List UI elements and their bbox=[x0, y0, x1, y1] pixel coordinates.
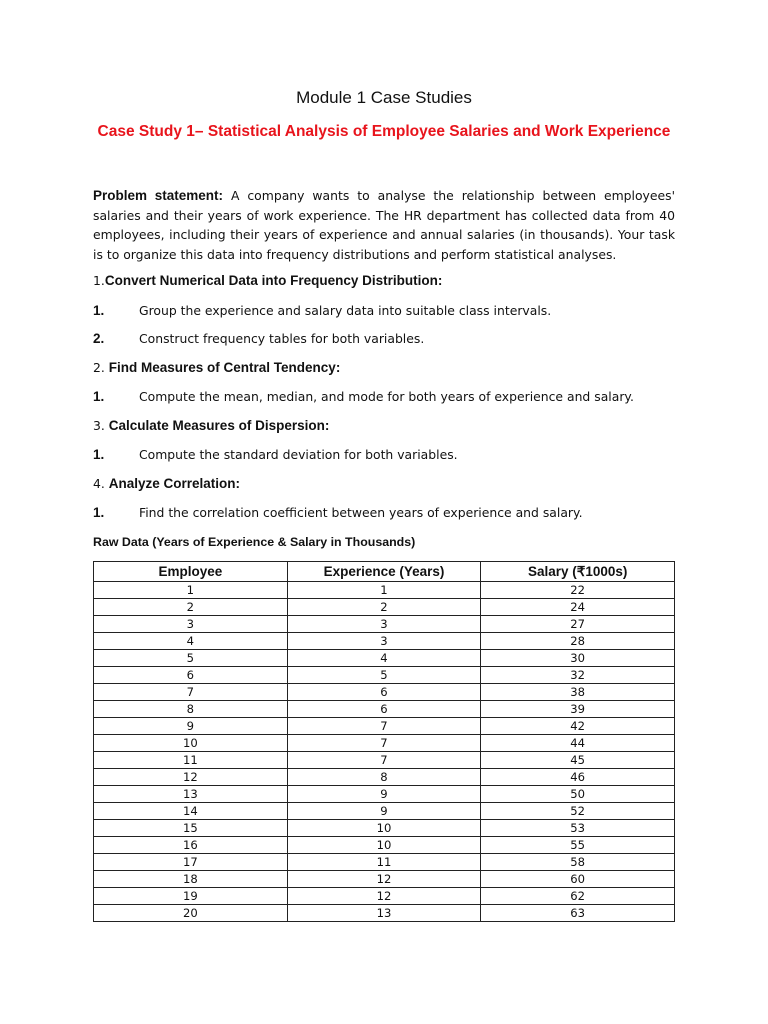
list-item-text: Compute the standard deviation for both variables. bbox=[139, 447, 458, 462]
salary-cell: 52 bbox=[481, 803, 675, 820]
table-row bbox=[94, 667, 675, 684]
table-row bbox=[94, 650, 675, 667]
salary-cell: 46 bbox=[481, 769, 675, 786]
employee-cell: 8 bbox=[94, 701, 288, 718]
salary-cell: 28 bbox=[481, 633, 675, 650]
employee-cell: 20 bbox=[94, 905, 288, 922]
experience-cell: 6 bbox=[287, 684, 481, 701]
employee-cell: 14 bbox=[94, 803, 288, 820]
column-header-salary: Salary (₹1000s) bbox=[481, 562, 675, 582]
salary-cell: 63 bbox=[481, 905, 675, 922]
table-row bbox=[94, 599, 675, 616]
experience-cell: 5 bbox=[287, 667, 481, 684]
employee-cell: 12 bbox=[94, 769, 288, 786]
table-row bbox=[94, 786, 675, 803]
table-row bbox=[94, 582, 675, 599]
section-4-heading bbox=[93, 476, 240, 491]
section-2-title: Find Measures of Central Tendency: bbox=[108, 360, 341, 375]
list-item-text: Find the correlation coefficient between years of experience and salary. bbox=[139, 505, 583, 520]
salary-cell: 38 bbox=[481, 684, 675, 701]
experience-cell: 13 bbox=[287, 905, 481, 922]
employee-cell: 9 bbox=[94, 718, 288, 735]
experience-cell: 6 bbox=[287, 701, 481, 718]
list-item bbox=[93, 505, 583, 520]
employee-cell: 17 bbox=[94, 854, 288, 871]
table-row bbox=[94, 684, 675, 701]
list-item-text: Compute the mean, median, and mode for both years of experience and salary. bbox=[139, 389, 634, 404]
salary-cell: 27 bbox=[481, 616, 675, 633]
list-item-number: 1. bbox=[93, 505, 105, 520]
table-row bbox=[94, 616, 675, 633]
section-4-title: Analyze Correlation: bbox=[108, 476, 241, 491]
salary-cell: 45 bbox=[481, 752, 675, 769]
employee-cell: 3 bbox=[94, 616, 288, 633]
experience-cell: 3 bbox=[287, 633, 481, 650]
employee-cell: 19 bbox=[94, 888, 288, 905]
salary-cell: 22 bbox=[481, 582, 675, 599]
salary-cell: 55 bbox=[481, 837, 675, 854]
table-row bbox=[94, 701, 675, 718]
employee-cell: 13 bbox=[94, 786, 288, 803]
salary-cell: 53 bbox=[481, 820, 675, 837]
list-item bbox=[93, 303, 551, 318]
employee-cell: 16 bbox=[94, 837, 288, 854]
experience-cell: 2 bbox=[287, 599, 481, 616]
column-header-experience: Experience (Years) bbox=[287, 562, 481, 582]
experience-cell: 9 bbox=[287, 803, 481, 820]
section-3-title: Calculate Measures of Dispersion: bbox=[108, 418, 330, 433]
salary-cell: 50 bbox=[481, 786, 675, 803]
experience-cell: 7 bbox=[287, 735, 481, 752]
case-study-title: Case Study 1– Statistical Analysis of Employee Salaries and Work Experience bbox=[97, 123, 671, 140]
list-item bbox=[93, 447, 458, 462]
problem-statement-text: A company wants to analyse the relationship between employees' salaries and their years of work experience. The HR department has collected data from 40 employees, including their years of experience and annual salaries (in thousands). Your task is to organize this data into frequency distributions and perform statistical analyses. bbox=[93, 188, 675, 262]
page-title: Module 1 Case Studies bbox=[296, 88, 472, 107]
salary-cell: 42 bbox=[481, 718, 675, 735]
experience-cell: 12 bbox=[287, 871, 481, 888]
table-row bbox=[94, 752, 675, 769]
table-row bbox=[94, 871, 675, 888]
salary-cell: 44 bbox=[481, 735, 675, 752]
section-3-number: 3. bbox=[93, 418, 109, 433]
table-row bbox=[94, 735, 675, 752]
list-item bbox=[93, 389, 634, 404]
employee-cell: 15 bbox=[94, 820, 288, 837]
table-row bbox=[94, 905, 675, 922]
salary-cell: 58 bbox=[481, 854, 675, 871]
experience-cell: 1 bbox=[287, 582, 481, 599]
list-item-text: Construct frequency tables for both variables. bbox=[139, 331, 425, 346]
experience-cell: 11 bbox=[287, 854, 481, 871]
experience-cell: 9 bbox=[287, 786, 481, 803]
employee-cell: 6 bbox=[94, 667, 288, 684]
section-3-heading bbox=[93, 418, 329, 433]
experience-cell: 3 bbox=[287, 616, 481, 633]
table-row bbox=[94, 888, 675, 905]
salary-cell: 39 bbox=[481, 701, 675, 718]
experience-cell: 8 bbox=[287, 769, 481, 786]
list-item bbox=[93, 331, 424, 346]
raw-data-label: Raw Data (Years of Experience & Salary in Thousands) bbox=[93, 535, 416, 549]
employee-cell: 2 bbox=[94, 599, 288, 616]
list-item-number: 1. bbox=[93, 447, 105, 462]
raw-data-table bbox=[93, 561, 675, 922]
section-1-title: Convert Numerical Data into Frequency Distribution: bbox=[104, 273, 443, 288]
table-row bbox=[94, 769, 675, 786]
table-row bbox=[94, 803, 675, 820]
employee-cell: 11 bbox=[94, 752, 288, 769]
section-4-number: 4. bbox=[93, 476, 109, 491]
table-row bbox=[94, 854, 675, 871]
salary-cell: 60 bbox=[481, 871, 675, 888]
section-2-heading bbox=[93, 360, 340, 375]
list-item-text: Group the experience and salary data into suitable class intervals. bbox=[139, 303, 552, 318]
problem-statement bbox=[93, 186, 675, 264]
problem-statement-label: Problem statement: bbox=[93, 188, 224, 203]
experience-cell: 10 bbox=[287, 820, 481, 837]
employee-cell: 1 bbox=[94, 582, 288, 599]
employee-cell: 4 bbox=[94, 633, 288, 650]
column-header-employee: Employee bbox=[94, 562, 288, 582]
list-item-number: 1. bbox=[93, 389, 105, 404]
table-row bbox=[94, 718, 675, 735]
experience-cell: 7 bbox=[287, 752, 481, 769]
experience-cell: 12 bbox=[287, 888, 481, 905]
experience-cell: 7 bbox=[287, 718, 481, 735]
table-row bbox=[94, 837, 675, 854]
salary-cell: 62 bbox=[481, 888, 675, 905]
table-row bbox=[94, 633, 675, 650]
section-1-heading bbox=[93, 273, 442, 288]
section-2-number: 2. bbox=[93, 360, 109, 375]
table-header-row bbox=[94, 562, 675, 582]
section-1-number: 1. bbox=[93, 273, 105, 288]
table-row bbox=[94, 820, 675, 837]
employee-cell: 18 bbox=[94, 871, 288, 888]
employee-cell: 7 bbox=[94, 684, 288, 701]
salary-cell: 30 bbox=[481, 650, 675, 667]
salary-cell: 24 bbox=[481, 599, 675, 616]
employee-cell: 10 bbox=[94, 735, 288, 752]
experience-cell: 4 bbox=[287, 650, 481, 667]
experience-cell: 10 bbox=[287, 837, 481, 854]
list-item-number: 2. bbox=[93, 331, 105, 346]
salary-cell: 32 bbox=[481, 667, 675, 684]
employee-cell: 5 bbox=[94, 650, 288, 667]
list-item-number: 1. bbox=[93, 303, 105, 318]
